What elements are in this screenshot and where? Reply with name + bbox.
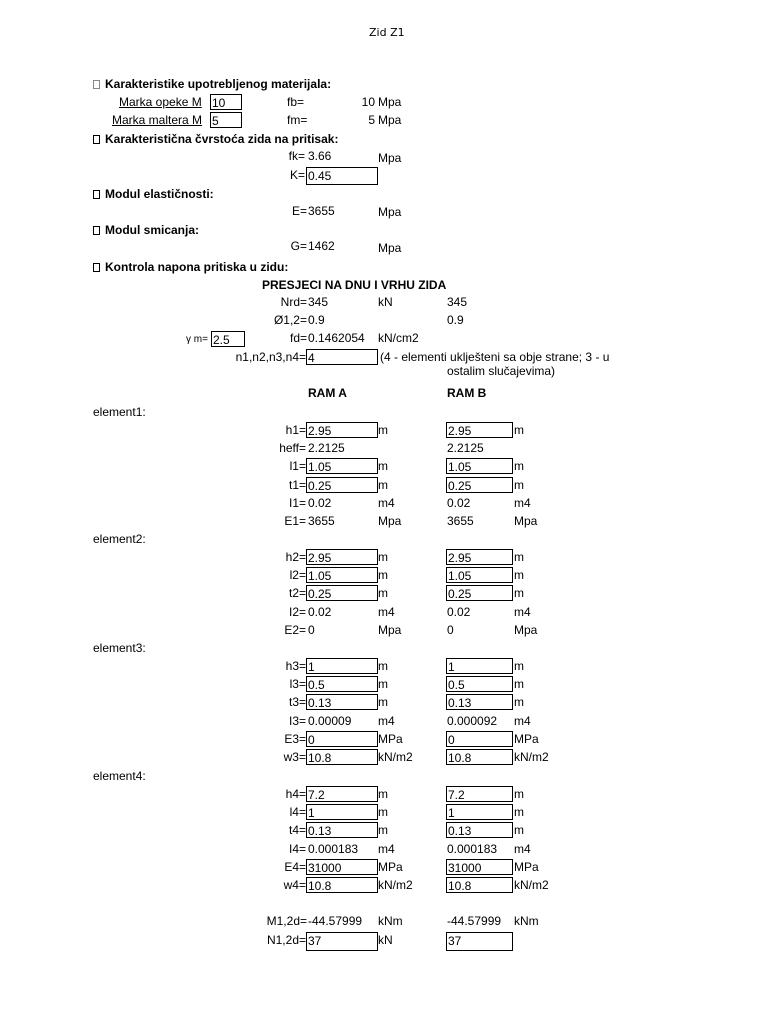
param-input-ram-b[interactable]: 1.05	[446, 458, 513, 474]
param-label: I2=	[288, 605, 306, 619]
param-label: h4=	[285, 787, 306, 801]
element-heading: element4:	[93, 769, 146, 783]
param-value-ram-a: 0.02	[308, 605, 332, 619]
param-value-ram-a: 0	[308, 623, 315, 637]
param-unit-ram-b: MPa	[514, 732, 539, 746]
param-unit-ram-a: m	[378, 586, 388, 600]
param-label: w3=	[283, 750, 306, 764]
g-label: G=	[290, 239, 307, 253]
param-value-ram-a: 3655	[308, 514, 335, 528]
param-unit-ram-a: m	[378, 568, 388, 582]
param-unit-ram-b: m4	[514, 605, 531, 619]
element-heading: element1:	[93, 405, 146, 419]
nrd-value-a: 345	[308, 295, 329, 309]
param-label: I1=	[288, 496, 306, 510]
param-label: E3=	[284, 732, 306, 746]
param-input-ram-a[interactable]: 2.95	[306, 422, 378, 438]
param-input-ram-a[interactable]: 0.25	[306, 477, 378, 493]
presjeci-heading: PRESJECI NA DNU I VRHU ZIDA	[262, 278, 447, 292]
param-input-ram-a[interactable]: 31000	[306, 859, 378, 875]
param-unit-ram-a: Mpa	[378, 514, 402, 528]
param-unit-ram-b: m	[514, 423, 524, 437]
param-label: t1=	[288, 478, 306, 492]
param-input-ram-a[interactable]: 1	[306, 804, 378, 820]
param-unit-ram-b: m	[514, 550, 524, 564]
n-input[interactable]: 4	[306, 349, 378, 365]
param-unit-ram-b: m	[514, 787, 524, 801]
param-label: E2=	[284, 623, 306, 637]
param-label: h1=	[285, 423, 306, 437]
ram-b-heading: RAM B	[447, 386, 487, 400]
e-value: 3655	[308, 204, 335, 218]
param-unit-ram-b: m	[514, 586, 524, 600]
param-input-ram-b[interactable]: 7.2	[446, 786, 513, 802]
fd-unit: kN/cm2	[378, 331, 419, 345]
checkbox-icon	[93, 80, 100, 89]
param-input-ram-a[interactable]: 0.25	[306, 585, 378, 601]
param-input-ram-b[interactable]: 1	[446, 804, 513, 820]
param-unit-ram-a: Mpa	[378, 623, 402, 637]
param-label: t3=	[288, 695, 306, 709]
param-unit-ram-a: MPa	[378, 732, 403, 746]
section-materials: Karakteristike upotrebljenog materijala:	[93, 77, 331, 92]
param-input-ram-b[interactable]: 0.13	[446, 822, 513, 838]
malter-input[interactable]: 5	[210, 112, 242, 128]
m12-value-b: -44.57999	[447, 914, 502, 928]
fm-unit: Mpa	[378, 113, 402, 127]
param-value-ram-a: 0.02	[308, 496, 332, 510]
param-input-ram-b[interactable]: 0.25	[446, 477, 513, 493]
fb-label: fb=	[287, 95, 305, 109]
param-label: I3=	[288, 714, 306, 728]
fd-value: 0.1462054	[308, 331, 365, 345]
opeka-input[interactable]: 10	[210, 94, 242, 110]
param-input-ram-b[interactable]: 2.95	[446, 422, 513, 438]
param-unit-ram-b: Mpa	[514, 623, 538, 637]
n12-input-b[interactable]: 37	[446, 932, 513, 951]
m12-value-a: -44.57999	[308, 914, 363, 928]
e-unit: Mpa	[378, 205, 402, 219]
param-input-ram-b[interactable]: 0	[446, 731, 513, 747]
param-unit-ram-a: m	[378, 459, 388, 473]
param-label: l4=	[289, 805, 306, 819]
param-label: heff=	[279, 441, 306, 455]
param-input-ram-b[interactable]: 1.05	[446, 567, 513, 583]
param-input-ram-b[interactable]: 0.13	[446, 694, 513, 710]
param-unit-ram-a: m	[378, 677, 388, 691]
param-value-ram-b: 0.000092	[447, 714, 498, 728]
param-input-ram-a[interactable]: 0.13	[306, 694, 378, 710]
param-unit-ram-a: m	[378, 478, 388, 492]
n-note-line1: (4 - elementi uklješteni sa obje strane; 3 - u	[380, 350, 610, 364]
param-unit-ram-b: kN/m2	[514, 750, 549, 764]
n-note-line2: ostalim slučajevima)	[447, 364, 556, 378]
param-unit-ram-b: kN/m2	[514, 878, 549, 892]
fi-label: Ø1,2=	[273, 313, 307, 327]
fk-value: 3.66	[308, 149, 332, 163]
nrd-label: Nrd=	[280, 295, 307, 309]
checkbox-icon	[93, 135, 100, 144]
param-input-ram-a[interactable]: 0.5	[306, 676, 378, 692]
param-unit-ram-a: m	[378, 805, 388, 819]
param-unit-ram-a: m4	[378, 496, 395, 510]
fd-label: fd=	[289, 331, 307, 345]
g-value: 1462	[308, 239, 335, 253]
param-unit-ram-a: kN/m2	[378, 878, 413, 892]
param-input-ram-b[interactable]: 10.8	[446, 877, 513, 893]
param-input-ram-a[interactable]: 10.8	[306, 877, 378, 893]
param-label: l3=	[289, 677, 306, 691]
param-label: l2=	[289, 568, 306, 582]
m12-unit-b: kNm	[514, 914, 539, 928]
m12-label: M1,2d=	[266, 914, 307, 928]
checkbox-icon	[93, 190, 100, 199]
malter-label: Marka maltera M	[112, 113, 203, 127]
checkbox-icon	[93, 226, 100, 235]
param-input-ram-a[interactable]: 1.05	[306, 567, 378, 583]
param-value-ram-b: 0.02	[447, 496, 471, 510]
param-unit-ram-b: m4	[514, 714, 531, 728]
param-unit-ram-a: MPa	[378, 860, 403, 874]
nrd-value-b: 345	[447, 295, 468, 309]
param-value-ram-a: 0.00009	[308, 714, 352, 728]
fk-label: fk=	[288, 149, 305, 163]
k-label: K=	[289, 168, 305, 182]
param-unit-ram-a: kN/m2	[378, 750, 413, 764]
m12-unit-a: kNm	[378, 914, 403, 928]
gamma-m-label: γ m=	[186, 334, 208, 345]
param-value-ram-b: 0.000183	[447, 842, 498, 856]
param-input-ram-a[interactable]: 7.2	[306, 786, 378, 802]
e-label: E=	[291, 204, 307, 218]
param-label: t4=	[288, 823, 306, 837]
param-label: h3=	[285, 659, 306, 673]
param-input-ram-a[interactable]: 1	[306, 658, 378, 674]
param-unit-ram-a: m4	[378, 714, 395, 728]
n12-label: N1,2d=	[266, 933, 306, 947]
param-unit-ram-a: m	[378, 823, 388, 837]
param-label: h2=	[285, 550, 306, 564]
param-label: I4=	[288, 842, 306, 856]
ram-a-heading: RAM A	[308, 386, 347, 400]
param-input-ram-b[interactable]: 31000	[446, 859, 513, 875]
param-unit-ram-b: m	[514, 677, 524, 691]
param-unit-ram-a: m	[378, 787, 388, 801]
param-unit-ram-b: m	[514, 805, 524, 819]
fb-unit: Mpa	[378, 95, 402, 109]
fi-value-b: 0.9	[447, 313, 464, 327]
param-unit-ram-b: MPa	[514, 860, 539, 874]
param-input-ram-b[interactable]: 1	[446, 658, 513, 674]
param-label: w4=	[283, 878, 306, 892]
n12-unit: kN	[378, 933, 393, 947]
param-unit-ram-b: m4	[514, 842, 531, 856]
section-modul-g: Modul smicanja:	[93, 223, 199, 238]
param-value-ram-a: 2.2125	[308, 441, 345, 455]
param-value-ram-b: 0.02	[447, 605, 471, 619]
element-heading: element2:	[93, 532, 146, 546]
checkbox-icon	[93, 263, 100, 272]
fb-value: 10	[361, 95, 375, 109]
section-fk: Karakteristična čvrstoća zida na pritisak:	[93, 132, 338, 147]
element-heading: element3:	[93, 641, 146, 655]
param-value-ram-b: 2.2125	[447, 441, 484, 455]
param-value-ram-b: 3655	[447, 514, 474, 528]
param-unit-ram-b: Mpa	[514, 514, 538, 528]
param-input-ram-b[interactable]: 0.5	[446, 676, 513, 692]
nrd-unit: kN	[378, 295, 393, 309]
param-unit-ram-a: m	[378, 659, 388, 673]
opeka-label: Marka opeke M	[119, 95, 202, 109]
param-unit-ram-a: m4	[378, 842, 395, 856]
fi-value-a: 0.9	[308, 313, 325, 327]
param-label: E4=	[284, 860, 306, 874]
param-unit-ram-a: m	[378, 550, 388, 564]
param-input-ram-b[interactable]: 10.8	[446, 749, 513, 765]
k-input[interactable]: 0.45	[306, 167, 378, 185]
section-modul-e: Modul elastičnosti:	[93, 187, 214, 202]
g-unit: Mpa	[378, 241, 402, 255]
param-input-ram-a[interactable]: 2.95	[306, 549, 378, 565]
param-input-ram-b[interactable]: 2.95	[446, 549, 513, 565]
param-unit-ram-b: m	[514, 568, 524, 582]
param-input-ram-b[interactable]: 0.25	[446, 585, 513, 601]
fm-value: 5	[368, 113, 375, 127]
param-unit-ram-b: m4	[514, 496, 531, 510]
param-unit-ram-b: m	[514, 478, 524, 492]
param-label: t2=	[288, 586, 306, 600]
page-title: Zid Z1	[369, 26, 405, 39]
section-kontrola: Kontrola napona pritiska u zidu:	[93, 260, 288, 275]
param-unit-ram-a: m4	[378, 605, 395, 619]
param-input-ram-a[interactable]: 10.8	[306, 749, 378, 765]
param-value-ram-b: 0	[447, 623, 454, 637]
param-unit-ram-b: m	[514, 459, 524, 473]
n12-input-a[interactable]: 37	[306, 932, 378, 951]
param-input-ram-a[interactable]: 0.13	[306, 822, 378, 838]
param-input-ram-a[interactable]: 0	[306, 731, 378, 747]
param-value-ram-a: 0.000183	[308, 842, 359, 856]
param-unit-ram-b: m	[514, 659, 524, 673]
param-input-ram-a[interactable]: 1.05	[306, 458, 378, 474]
fm-label: fm=	[287, 113, 308, 127]
n-label: n1,n2,n3,n4=	[235, 350, 306, 364]
gamma-m-input[interactable]: 2.5	[211, 331, 245, 347]
param-label: l1=	[289, 459, 306, 473]
param-label: E1=	[284, 514, 306, 528]
param-unit-ram-a: m	[378, 423, 388, 437]
param-unit-ram-a: m	[378, 695, 388, 709]
fk-unit: Mpa	[378, 151, 402, 165]
param-unit-ram-b: m	[514, 695, 524, 709]
param-unit-ram-b: m	[514, 823, 524, 837]
